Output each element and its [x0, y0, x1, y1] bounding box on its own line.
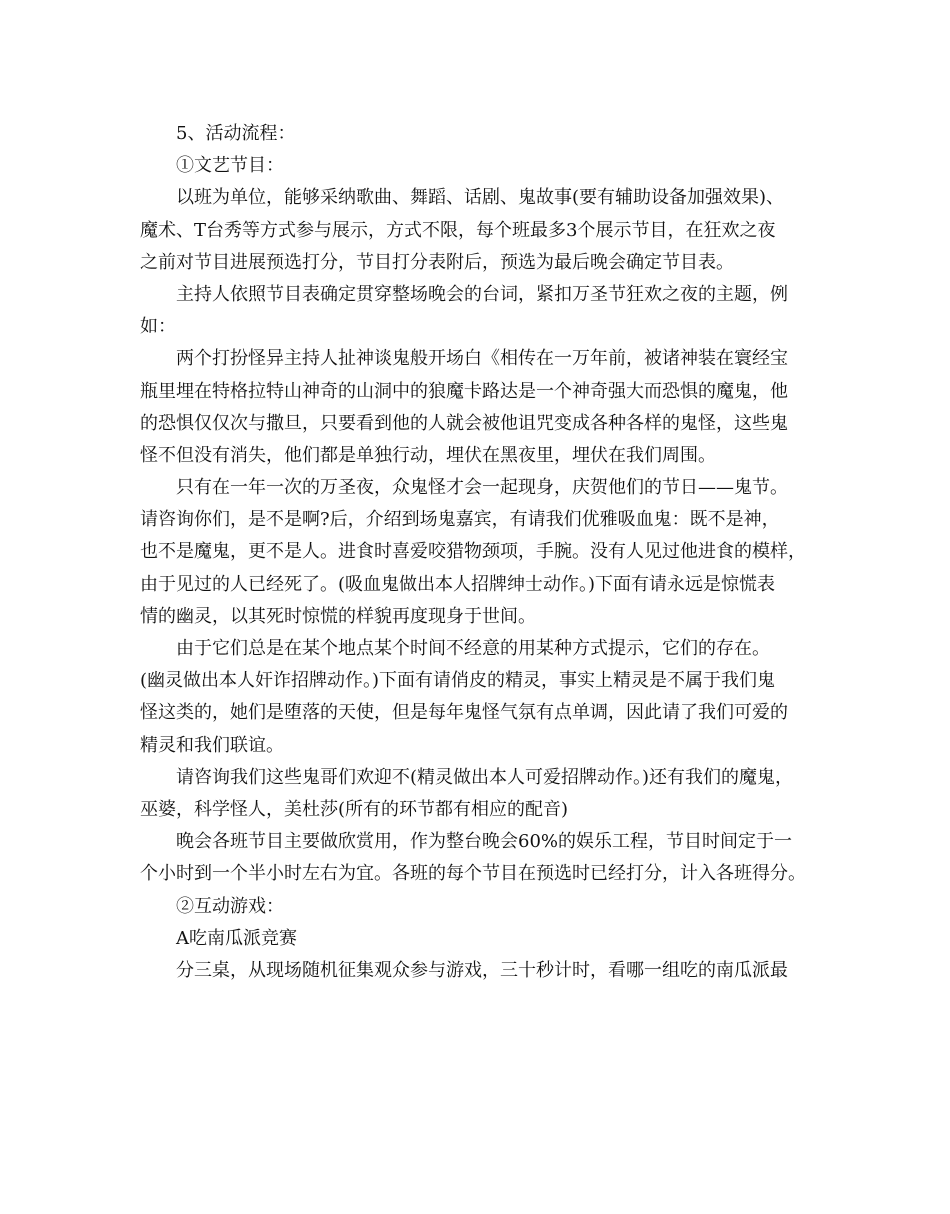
paragraph-line: 精灵和我们联谊。: [140, 734, 284, 756]
paragraph-line: 的恐惧仅仅次与撒旦，只要看到他的人就会被他诅咒变成各种各样的鬼怪，这些鬼: [140, 412, 788, 434]
paragraph-line: 由于见过的人已经死了。(吸血鬼做出本人招牌绅士动作。)下面有请永远是惊慌表: [140, 573, 776, 595]
paragraph-line: 晚会各班节目主要做欣赏用，作为整台晚会60%的娱乐工程，节目时间定于一: [176, 831, 793, 853]
paragraph-line: 个小时到一个半小时左右为宜。各班的每个节目在预选时已经打分，计入各班得分。: [140, 863, 806, 885]
paragraph-line: 分三桌，从现场随机征集观众参与游戏，三十秒计时，看哪一组吃的南瓜派最: [176, 959, 788, 981]
paragraph-line: 怪不但没有消失，他们都是单独行动，埋伏在黑夜里，埋伏在我们周围。: [140, 444, 716, 466]
paragraph-line: 由于它们总是在某个地点某个时间不经意的用某种方式提示，它们的存在。: [176, 638, 770, 659]
document-body: [140, 118, 830, 987]
paragraph-line: 两个打扮怪异主持人扯神谈鬼般开场白《相传在一万年前，被诸神装在寰经宝: [176, 348, 788, 370]
paragraph-line: 魔术、T台秀等方式参与展示，方式不限，每个班最多3个展示节目，在狂欢之夜: [140, 219, 776, 241]
paragraph-line: 瓶里埋在特格拉特山神奇的山洞中的狼魔卡路达是一个神奇强大而恐惧的魔鬼，他: [140, 380, 788, 402]
subsection-heading: ②互动游戏：: [176, 895, 284, 917]
paragraph-line: 请咨询你们，是不是啊?后，介绍到场鬼嘉宾，有请我们优雅吸血鬼：既不是神，: [140, 509, 780, 531]
paragraph-line: 之前对节目进展预选打分，节目打分表附后，预选为最后晚会确定节目表。: [140, 251, 734, 273]
paragraph-line: 主持人依照节目表确定贯穿整场晚会的台词，紧扣万圣节狂欢之夜的主题，例: [176, 283, 788, 305]
item-heading: A吃南瓜派竞赛: [176, 927, 297, 949]
paragraph-line: 情的幽灵，以其死时惊慌的样貌再度现身于世间。: [140, 605, 536, 627]
section-heading: 5、活动流程：: [176, 123, 296, 144]
paragraph-line: 也不是魔鬼，更不是人。进食时喜爱咬猎物颈项，手腕。没有人见过他进食的模样，: [140, 541, 806, 563]
paragraph-line: 如：: [140, 316, 176, 338]
paragraph-line: (幽灵做出本人奸诈招牌动作。)下面有请俏皮的精灵，事实上精灵是不属于我们鬼: [140, 670, 776, 692]
paragraph-line: 怪这类的，她们是堕落的天使，但是每年鬼怪气氛有点单调，因此请了我们可爱的: [140, 702, 788, 724]
paragraph-line: 巫婆，科学怪人，美杜莎(所有的环节都有相应的配音): [140, 798, 569, 820]
paragraph-line: 请咨询我们这些鬼哥们欢迎不(精灵做出本人可爱招牌动作。)还有我们的魔鬼，: [176, 766, 794, 788]
paragraph-line: 以班为单位，能够采纳歌曲、舞蹈、话剧、鬼故事(要有辅助设备加强效果)、: [176, 187, 785, 209]
subsection-heading: ①文艺节目：: [176, 155, 284, 177]
paragraph-line: 只有在一年一次的万圣夜，众鬼怪才会一起现身，庆贺他们的节日——鬼节。: [176, 477, 788, 499]
